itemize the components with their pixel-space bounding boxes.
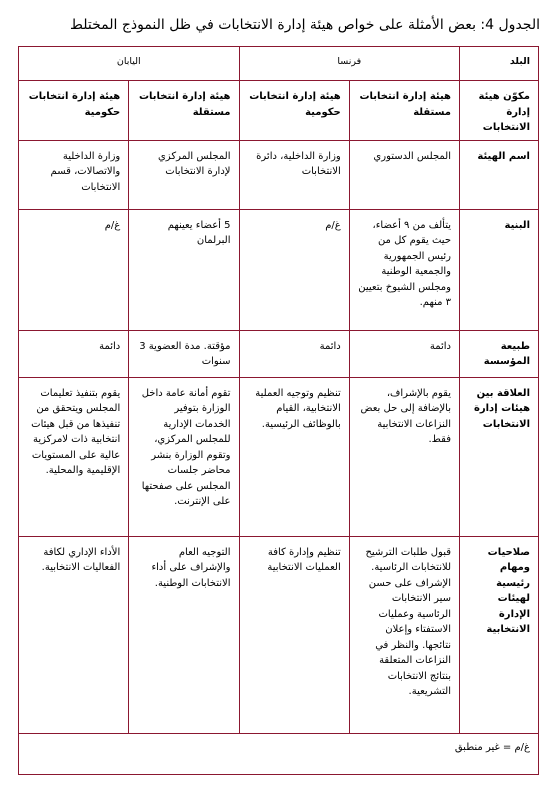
table-cell: تقوم أمانة عامة داخل الوزارة بتوفير الخدمات الإدارية للمجلس المركزي، وتقوم الوزارة بنشر محاضر جلسات المجلس على صفحتها على الإنترنت. xyxy=(129,377,239,536)
country-japan: اليابان xyxy=(19,47,240,81)
table-cell: قبول طلبات الترشيح للانتخابات الرئاسية. الإشراف على حسن سير الانتخابات الرئاسية وعمليات الاستفتاء وإعلان نتائجها. والنظر في النزاعات المتعلقة بنتائج الانتخابات التشريعية. xyxy=(349,536,459,733)
country-header-label: البلد xyxy=(460,47,539,81)
row-label: البنية xyxy=(460,209,539,330)
row-label: طبيعة المؤسسة xyxy=(460,330,539,377)
component-header-label: مكوّن هيئة إدارة الانتخابات xyxy=(460,81,539,141)
table-row xyxy=(19,209,539,330)
table-cell: غ/م xyxy=(19,209,129,330)
table-cell: تنظيم وإدارة كافة العمليات الانتخابية xyxy=(239,536,349,733)
table-row xyxy=(19,377,539,536)
type-header: هيئة إدارة انتخابات مستقلة xyxy=(349,81,459,141)
table-cell: المجلس الدستوري xyxy=(349,140,459,209)
table-cell: مؤقتة. مدة العضوية 3 سنوات xyxy=(129,330,239,377)
table-cell: دائمة xyxy=(239,330,349,377)
country-france: فرنسا xyxy=(239,47,460,81)
row-label: العلاقة بين هيئات إدارة الانتخابات xyxy=(460,377,539,536)
type-header: هيئة إدارة انتخابات مستقلة xyxy=(129,81,239,141)
table-cell: المجلس المركزي لإدارة الانتخابات xyxy=(129,140,239,209)
type-header: هيئة إدارة انتخابات حكومية xyxy=(19,81,129,141)
table-row xyxy=(19,140,539,209)
table-cell: غ/م xyxy=(239,209,349,330)
table-cell: دائمة xyxy=(19,330,129,377)
table-note: غ/م = غير منطبق xyxy=(19,733,539,774)
table-row xyxy=(19,330,539,377)
table-row xyxy=(19,536,539,733)
table-cell: وزارة الداخلية، دائرة الانتخابات xyxy=(239,140,349,209)
table-row xyxy=(19,733,539,774)
type-header: هيئة إدارة انتخابات حكومية xyxy=(239,81,349,141)
table-cell: التوجيه العام والإشراف على أداء الانتخابات الوطنية. xyxy=(129,536,239,733)
table-cell: يتألف من ٩ أعضاء، حيث يقوم كل من رئيس الجمهورية والجمعية الوطنية ومجلس الشيوخ بتعيين ٣ منهم. xyxy=(349,209,459,330)
table-row xyxy=(19,81,539,141)
page-title: الجدول 4: بعض الأمثلة على خواص هيئة إدارة الانتخابات في ظل النموذج المختلط xyxy=(69,17,540,34)
table-cell: دائمة xyxy=(349,330,459,377)
table-row xyxy=(19,47,539,81)
table-cell: الأداء الإداري لكافة الفعاليات الانتخابية. xyxy=(19,536,129,733)
row-label: اسم الهيئة xyxy=(460,140,539,209)
row-label: صلاحيات ومهام رئيسية لهيئات الإدارة الانتخابية xyxy=(460,536,539,733)
table-cell: يقوم بتنفيذ تعليمات المجلس ويتحقق من تنفيذها من قبل هيئات انتخابية ذات لامركزية عالية على المستويات الإقليمية والمحلية. xyxy=(19,377,129,536)
table-cell: وزارة الداخلية والاتصالات، قسم الانتخابات xyxy=(19,140,129,209)
table-cell: يقوم بالإشراف، بالإضافة إلى حل بعض النزاعات الانتخابية فقط. xyxy=(349,377,459,536)
table-cell: 5 أعضاء يعينهم البرلمان xyxy=(129,209,239,330)
table-cell: تنظيم وتوجيه العملية الانتخابية، القيام بالوظائف الرئيسية. xyxy=(239,377,349,536)
election-bodies-table xyxy=(18,46,539,775)
